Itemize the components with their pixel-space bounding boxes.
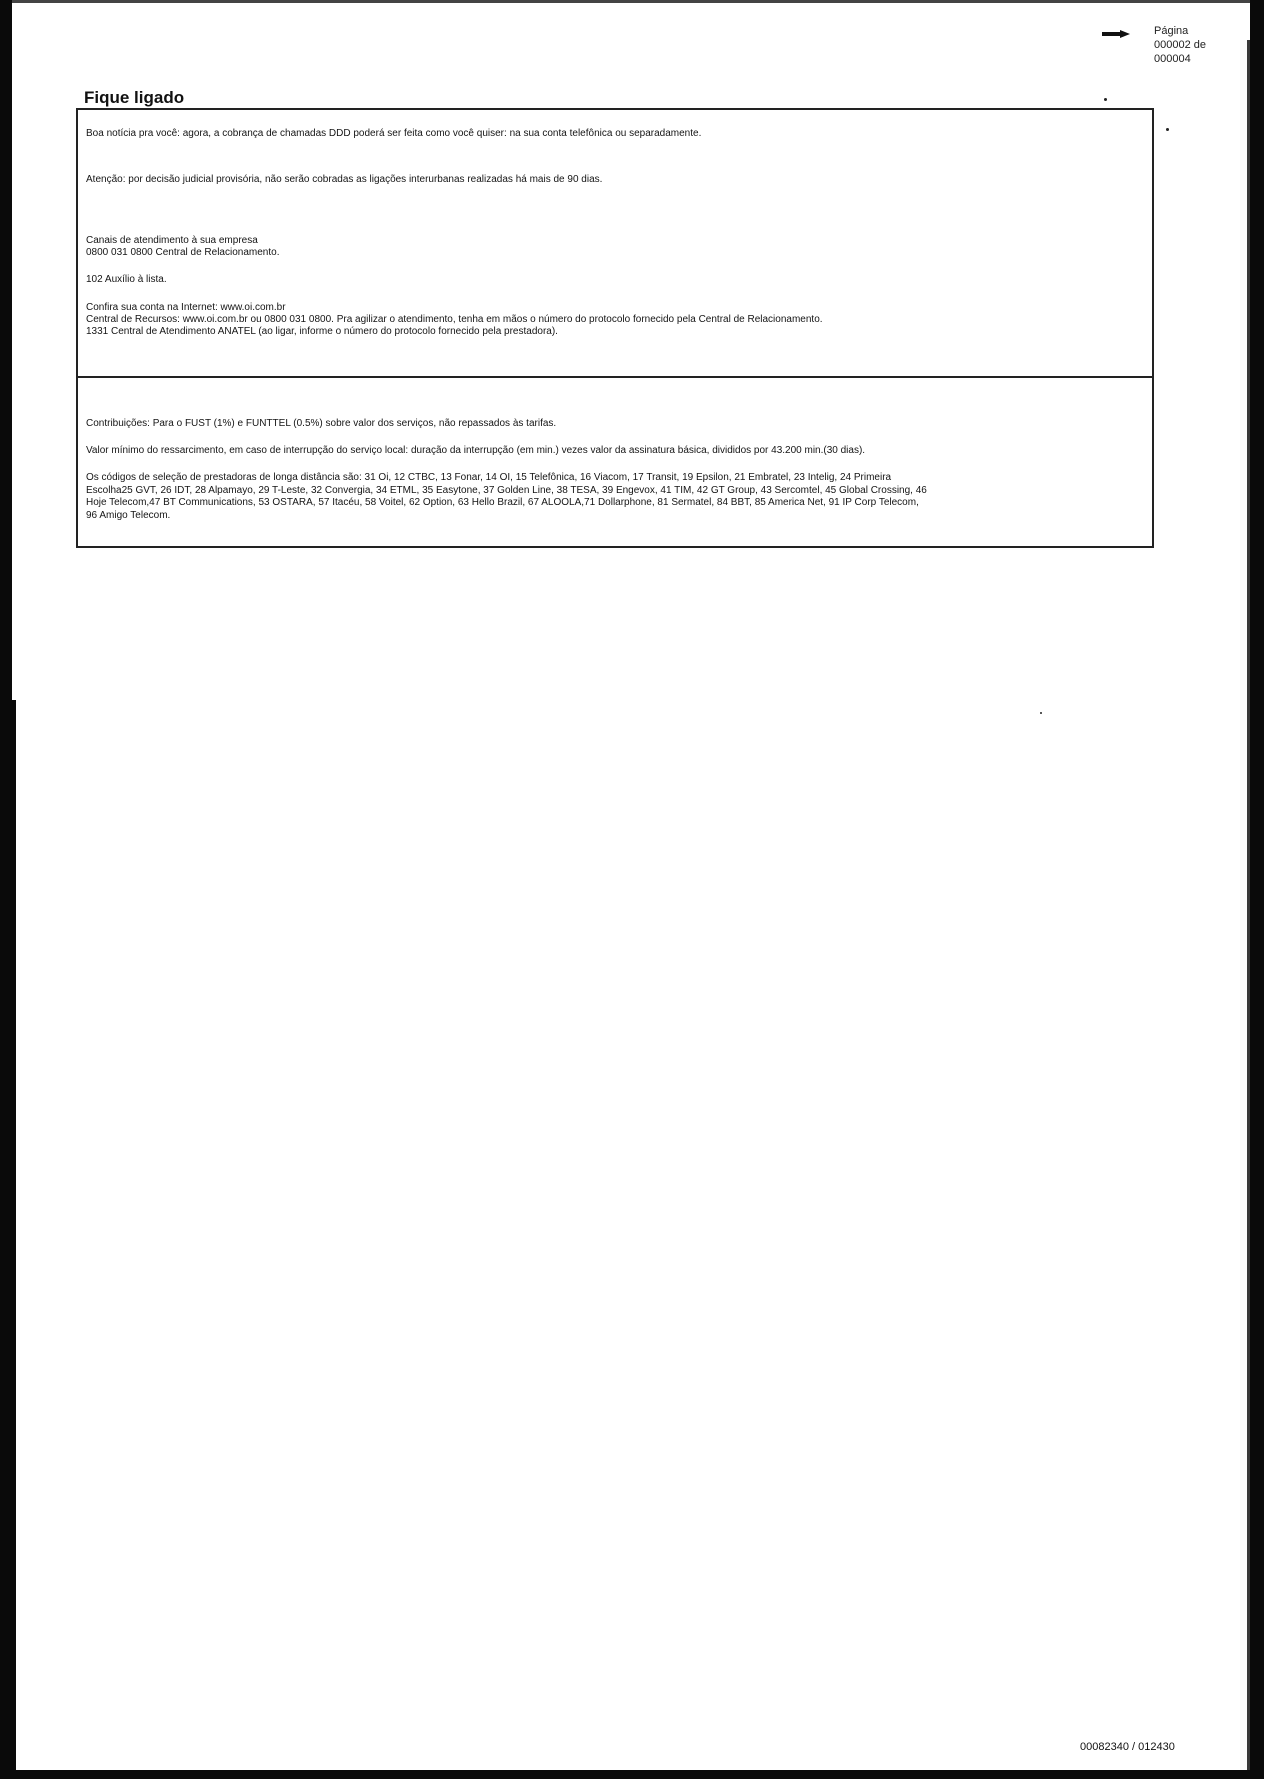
- scan-edge-right: [1250, 0, 1264, 1779]
- carrier-codes-line: Escolha25 GVT, 26 IDT, 28 Alpamayo, 29 T-Leste, 32 Convergia, 34 ETML, 35 Easytone, 37 Golden Line, 38 TESA, 39 Engevox, 41 TIM, 42 GT Group, 43 Sercomtel, 45 Global Crossing, 46: [86, 484, 927, 496]
- scan-speck: [1166, 128, 1169, 131]
- box-divider: [78, 376, 1152, 378]
- scan-speck: [1104, 98, 1107, 101]
- page-current: 000002: [1154, 39, 1191, 51]
- section-title: Fique ligado: [84, 88, 185, 107]
- arrow-right-icon: [1102, 30, 1130, 38]
- info-box: [76, 108, 1154, 548]
- scan-speck: [1040, 712, 1042, 714]
- channels-heading: Canais de atendimento à sua empresa: [86, 235, 258, 246]
- page-current-row: [1154, 38, 1224, 52]
- carrier-codes-line: Hoje Telecom,47 BT Communications, 53 OSTARA, 57 Itacéu, 58 Voitel, 62 Option, 63 Hello Brazil, 67 ALOOLA,71 Dollarphone, 81 Sermatel, 84 BBT, 85 America Net, 91 IP Corp Telecom,: [86, 497, 919, 508]
- page-total: 000004: [1154, 53, 1191, 65]
- carrier-codes-line: Os códigos de seleção de prestadoras de longa distância são: 31 Oi, 12 CTBC, 13 Fonar, 14 OI, 15 Telefônica, 16 Viacom, 17 Transit, 19 Epsilon, 21 Embratel, 23 Intelig, 24 Primeira: [86, 472, 892, 483]
- document-code: 00082340 / 012430: [1080, 1741, 1175, 1753]
- contributions-ressarcimento: Valor mínimo do ressarcimento, em caso de interrupção do serviço local: duração da interrupção (em min.) vezes valor da assinatura básica, divididos por 43.200 min.(30 dias).: [86, 445, 866, 456]
- page-label: Página: [1154, 25, 1189, 37]
- page-indicator: [1154, 24, 1224, 66]
- carrier-codes-line: 96 Amigo Telecom.: [86, 509, 171, 521]
- page-of: de: [1193, 39, 1207, 51]
- scan-edge-left: [0, 0, 12, 1779]
- scan-edge-top: [0, 0, 1264, 3]
- carrier-codes: [86, 472, 1148, 522]
- channel-anatel: 1331 Central de Atendimento ANATEL (ao ligar, informe o número do protocolo fornecido pela prestadora).: [86, 326, 558, 337]
- scan-edge-left-notch: [12, 700, 16, 1779]
- notice-judicial: Atenção: por decisão judicial provisória, não serão cobradas as ligações interurbanas realizadas há mais de 90 dias.: [86, 174, 603, 185]
- channel-internet: Confira sua conta na Internet: www.oi.com.br: [86, 302, 286, 313]
- scan-edge-right-inner: [1247, 40, 1250, 1779]
- notice-ddd: Boa notícia pra você: agora, a cobrança de chamadas DDD poderá ser feita como você quiser: na sua conta telefônica ou separadamente.: [86, 128, 702, 139]
- scan-edge-bottom: [0, 1770, 1264, 1779]
- channel-auxilio: 102 Auxílio à lista.: [86, 274, 167, 285]
- contributions-fust: Contribuições: Para o FUST (1%) e FUNTTEL (0.5%) sobre valor dos serviços, não repassados às tarifas.: [86, 418, 557, 429]
- channel-recursos: Central de Recursos: www.oi.com.br ou 0800 031 0800. Pra agilizar o atendimento, tenha em mãos o número do protocolo fornecido pela Central de Relacionamento.: [86, 314, 823, 325]
- channel-relacionamento: 0800 031 0800 Central de Relacionamento.: [86, 247, 280, 258]
